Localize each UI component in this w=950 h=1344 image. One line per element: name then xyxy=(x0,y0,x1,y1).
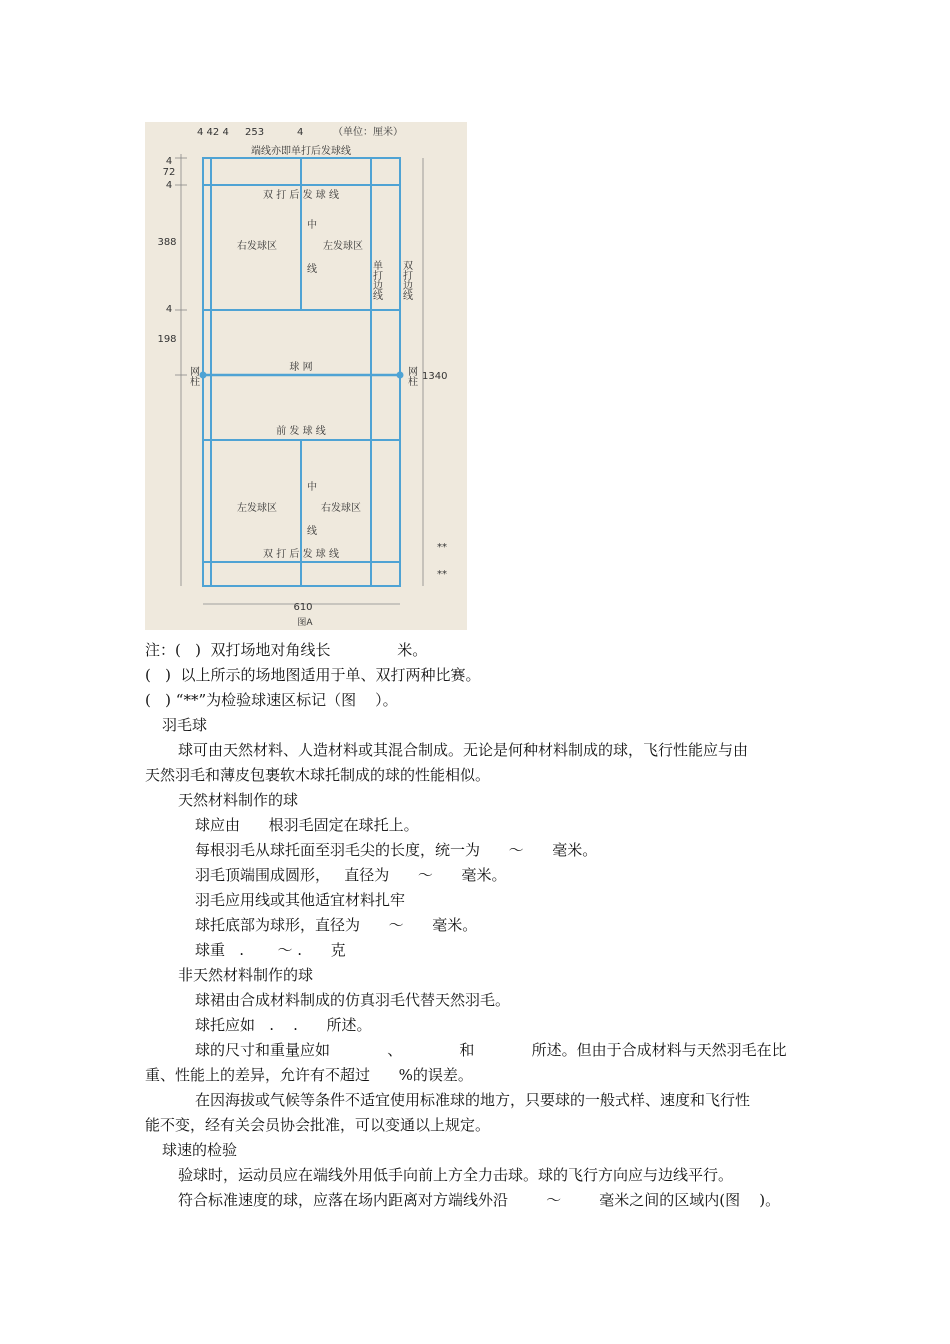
court-diagram-svg xyxy=(145,122,467,630)
doubles-sideline-label: 双打边线 xyxy=(400,260,412,300)
synthetic-item-3-line-1: 球的尺寸和重量应如 、 和 所述。但由于合成材料与天然羽毛在比 xyxy=(195,1041,787,1059)
note-3: ( ) “**”为检验球速区标记（图 ）。 xyxy=(145,691,398,709)
top-dim-2: 253 xyxy=(245,127,265,138)
heading-speed-test: 球速的检验 xyxy=(162,1141,238,1159)
top-dimensions xyxy=(197,125,403,138)
right-service-court-top: 右发球区 xyxy=(237,241,277,252)
total-length-label: 1340 xyxy=(422,371,448,382)
left-dim-2: 72 xyxy=(162,167,176,178)
synthetic-item-1: 球裙由合成材料制成的仿真羽毛代替天然羽毛。 xyxy=(195,991,511,1009)
center-line-char-1: 中 xyxy=(307,220,317,231)
figure-caption: 图A xyxy=(297,618,313,628)
doubles-long-service-label-bottom: 双 打 后 发 球 线 xyxy=(263,549,339,560)
natural-item-5: 球托底部为球形，直径为 ～ 毫米。 xyxy=(195,916,478,934)
left-dim-5: 4 xyxy=(165,304,173,315)
net-label: 球 网 xyxy=(289,362,313,373)
natural-item-4: 羽毛应用线或其他适宜材料扎牢 xyxy=(195,891,406,909)
paragraph-1-line-2: 天然羽毛和薄皮包裹软木球托制成的球的性能相似。 xyxy=(145,766,491,784)
singles-sideline-label: 单打边线 xyxy=(370,260,382,300)
note-2: ( ) 以上所示的场地图适用于单、双打两种比赛。 xyxy=(145,666,481,684)
center-line-char-2: 线 xyxy=(307,264,317,275)
speed-test-line-2: 符合标准速度的球，应落在场内距离对方端线外沿 ～ 毫米之间的区域内(图 )。 xyxy=(178,1191,781,1209)
center-line-char-1-bottom: 中 xyxy=(307,482,317,493)
synthetic-item-4-line-1: 在因海拔或气候等条件不适宜使用标准球的地方，只要球的一般式样、速度和飞行性 xyxy=(195,1091,751,1109)
doubles-long-service-label-top: 双 打 后 发 球 线 xyxy=(263,190,339,201)
natural-item-6: 球重 . ～ . 克 xyxy=(195,941,346,959)
left-dim-1: 4 xyxy=(165,156,173,167)
synthetic-item-3-line-2: 重、性能上的差异，允许有不超过 %的误差。 xyxy=(145,1066,473,1084)
left-service-court-bottom: 左发球区 xyxy=(237,503,277,514)
left-dim-3: 4 xyxy=(165,180,173,191)
top-dim-1: 4 42 4 xyxy=(197,127,229,138)
natural-item-1: 球应由 根羽毛固定在球托上。 xyxy=(195,816,419,834)
synthetic-item-4-line-2: 能不变，经有关会员协会批准，可以变通以上规定。 xyxy=(145,1116,491,1134)
left-dim-4: 388 xyxy=(157,237,177,248)
speed-test-line-1: 验球时，运动员应在端线外用低手向前上方全力击球。球的飞行方向应与边线平行。 xyxy=(178,1166,734,1184)
net-post-right-dot xyxy=(397,372,404,379)
test-mark-1: ** xyxy=(437,542,447,553)
heading-shuttlecock: 羽毛球 xyxy=(162,716,208,734)
note-1: 注：( ) 双打场地对角线长 米。 xyxy=(145,641,428,659)
test-mark-2: ** xyxy=(437,569,447,580)
court-diagram xyxy=(145,122,467,630)
baseline-label: 端线亦即单打后发球线 xyxy=(251,146,351,157)
heading-synthetic-materials: 非天然材料制作的球 xyxy=(178,966,314,984)
total-width-label: 610 xyxy=(293,602,313,613)
right-service-court-bottom: 右发球区 xyxy=(321,503,361,514)
left-dim-6: 198 xyxy=(157,334,177,345)
net-post-left-dot xyxy=(200,372,207,379)
paragraph-1-line-1: 球可由天然材料、人造材料或其混合制成。无论是何种材料制成的球，飞行性能应与由 xyxy=(178,741,749,759)
net-post-label-right: 网柱 xyxy=(405,366,417,386)
left-service-court-top: 左发球区 xyxy=(323,241,363,252)
natural-item-2: 每根羽毛从球托面至羽毛尖的长度，统一为 ～ 毫米。 xyxy=(195,841,598,859)
synthetic-item-2: 球托应如 . . 所述。 xyxy=(195,1016,372,1034)
natural-item-3: 羽毛顶端围成圆形， 直径为 ～ 毫米。 xyxy=(195,866,507,884)
net-post-label-left: 网柱 xyxy=(187,366,199,386)
heading-natural-materials: 天然材料制作的球 xyxy=(178,791,299,809)
top-dim-3: 4 xyxy=(297,127,304,138)
center-line-char-2-bottom: 线 xyxy=(307,526,317,537)
top-dim-unit: （单位：厘米） xyxy=(333,127,403,138)
short-service-label: 前 发 球 线 xyxy=(276,426,326,437)
